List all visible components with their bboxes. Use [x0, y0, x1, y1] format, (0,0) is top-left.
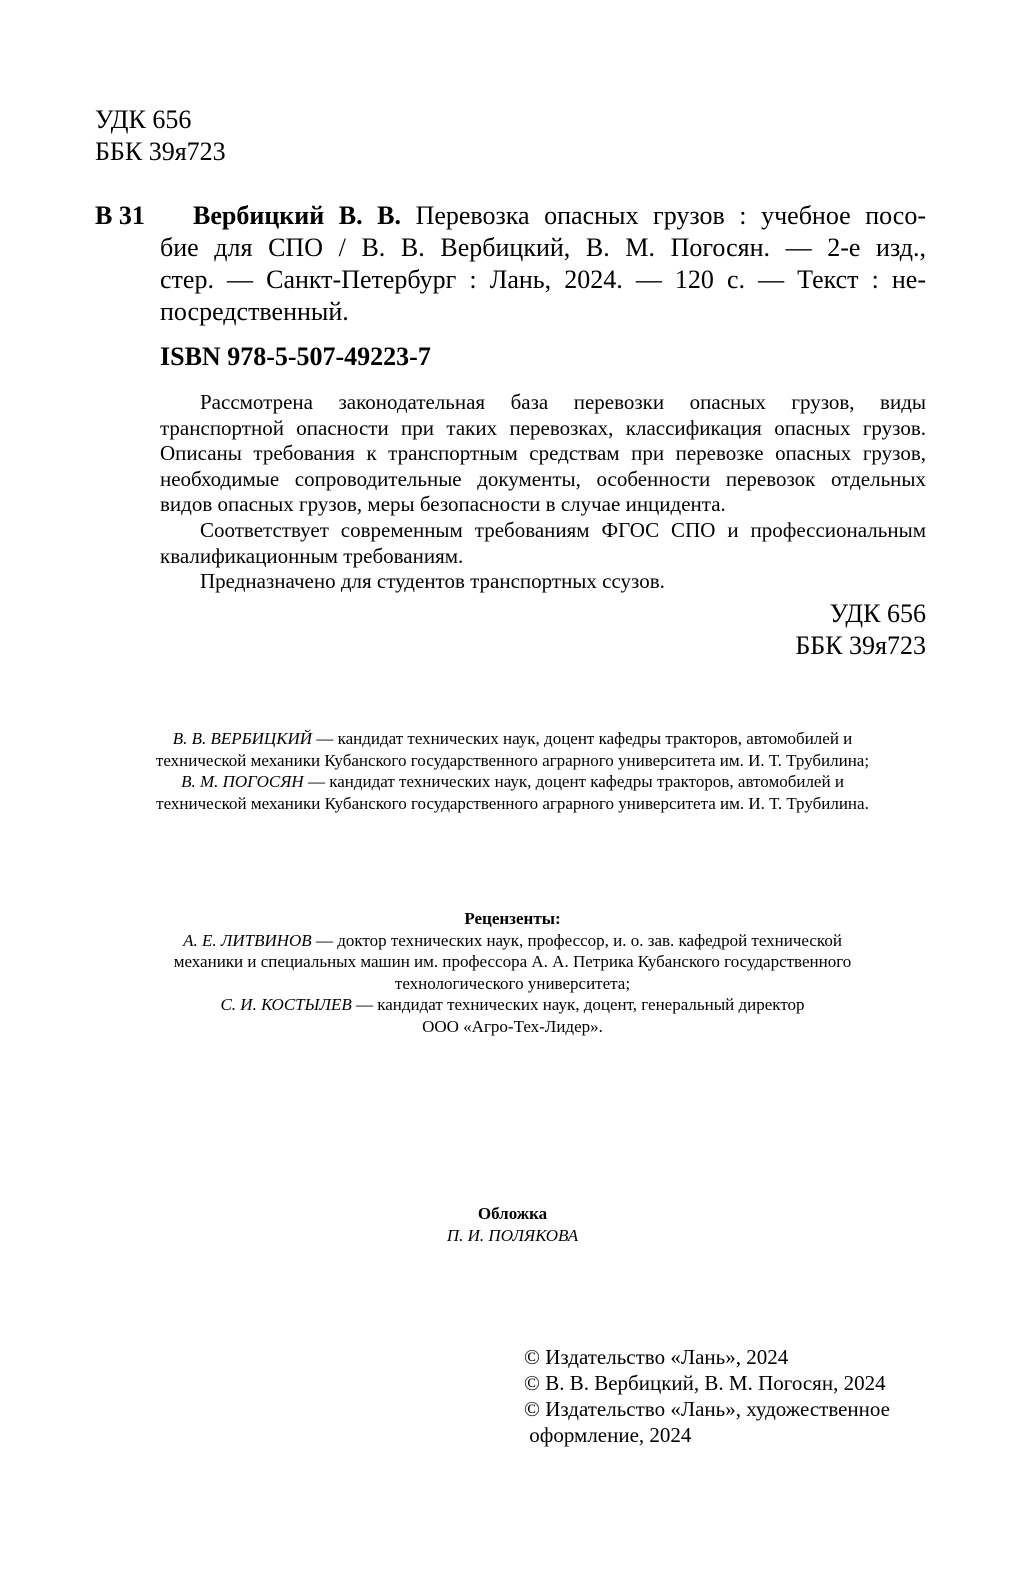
abstract	[160, 390, 926, 595]
abstract-p1-line-5: видов опасных грузов, меры безопасности в случае инцидента.	[160, 492, 726, 517]
catalog-line-2: бие для СПО / В. В. Вербицкий, В. М. Погосян. — 2-е изд.,	[160, 233, 926, 262]
cover-credit	[80, 1203, 945, 1246]
catalog-author: Вербицкий В. В.	[193, 201, 402, 230]
catalog-title: Перевозка опасных грузов : учебное посо-	[415, 201, 926, 230]
copyright-line-4: оформление, 2024	[524, 1423, 692, 1447]
abstract-p1-line-3: Описаны требования к транспортным средствам при перевозке опасных грузов,	[160, 441, 926, 466]
author-2-line-1: В. М. ПОГОСЯН — кандидат технических наук, доцент кафедры тракторов, автомобилей и	[181, 772, 844, 791]
author-1-line-2: технической механики Кубанского государственного аграрного университета им. И. Т. Трубилина;	[155, 750, 870, 770]
author-1-name: В. В. ВЕРБИЦКИЙ	[172, 729, 313, 748]
reviewers-heading: Рецензенты:	[464, 909, 561, 928]
reviewers	[80, 908, 945, 1037]
reviewer-2-line-1: С. И. КОСТЫЛЕВ — кандидат технических наук, доцент, генеральный директор	[220, 995, 805, 1014]
author-1-line-1: В. В. ВЕРБИЦКИЙ — кандидат технических наук, доцент кафедры тракторов, автомобилей и	[172, 729, 853, 748]
cover-designer: П. И. ПОЛЯКОВА	[446, 1225, 579, 1245]
catalog-line-1	[160, 200, 926, 232]
abstract-p1-line-2: транспортной опасности при таких перевозках, классификация опасных грузов.	[160, 415, 926, 440]
abstract-classification	[600, 598, 926, 662]
abstract-p3: Предназначено для студентов транспортных ссузов.	[200, 569, 665, 594]
reviewer-1-line-1: А. Е. ЛИТВИНОВ — доктор технических наук, профессор, и. о. зав. кафедрой технической	[183, 930, 842, 950]
isbn: ISBN 978-5-507-49223-7	[160, 342, 431, 371]
abstract-bbk: ББК 39я723	[795, 631, 926, 660]
reviewer-1-name: А. Е. ЛИТВИНОВ	[183, 930, 312, 950]
reviewer-1-line-2: механики и специальных машин им. профессора А. А. Петрика Кубанского государственного	[173, 952, 852, 971]
author-2-line-2: технической механики Кубанского государственного аграрного университета им. И. Т. Трубилина.	[156, 793, 869, 813]
copyright-line-3: © Издательство «Лань», художественное	[524, 1397, 890, 1421]
reviewer-2-name: С. И. КОСТЫЛЕВ	[220, 995, 352, 1014]
abstract-p2-line-2: квалификационным требованиям.	[160, 543, 464, 568]
author-2-name: В. М. ПОГОСЯН	[181, 772, 304, 791]
top-classification	[95, 104, 226, 168]
copyright	[524, 1344, 890, 1448]
catalog-line-4: посредственный.	[160, 297, 349, 326]
copyright-line-2: © В. В. Вербицкий, В. М. Погосян, 2024	[524, 1371, 886, 1395]
abstract-p2-line-1: Соответствует современным требованиям ФГОС СПО и профессиональным	[200, 517, 926, 542]
catalog-code: В 31	[95, 201, 145, 230]
authors-info	[80, 728, 945, 814]
abstract-p1-line-1: Рассмотрена законодательная база перевозки опасных грузов, виды	[200, 390, 926, 414]
reviewer-1-line-3: технологического университета;	[394, 973, 631, 993]
top-bbk: ББК 39я723	[95, 137, 226, 166]
cover-heading: Обложка	[477, 1204, 548, 1223]
abstract-udk: УДК 656	[829, 599, 926, 628]
reviewer-2-line-2: ООО «Агро-Тех-Лидер».	[422, 1016, 603, 1036]
catalog-description	[160, 200, 926, 328]
catalog-line-3: стер. — Санкт-Петербург : Лань, 2024. — 120 с. — Текст : не-	[160, 265, 926, 294]
top-udk: УДК 656	[95, 105, 192, 134]
abstract-p1-line-4: необходимые сопроводительные документы, особенности перевозок отдельных	[160, 466, 926, 491]
copyright-line-1: © Издательство «Лань», 2024	[524, 1345, 789, 1369]
